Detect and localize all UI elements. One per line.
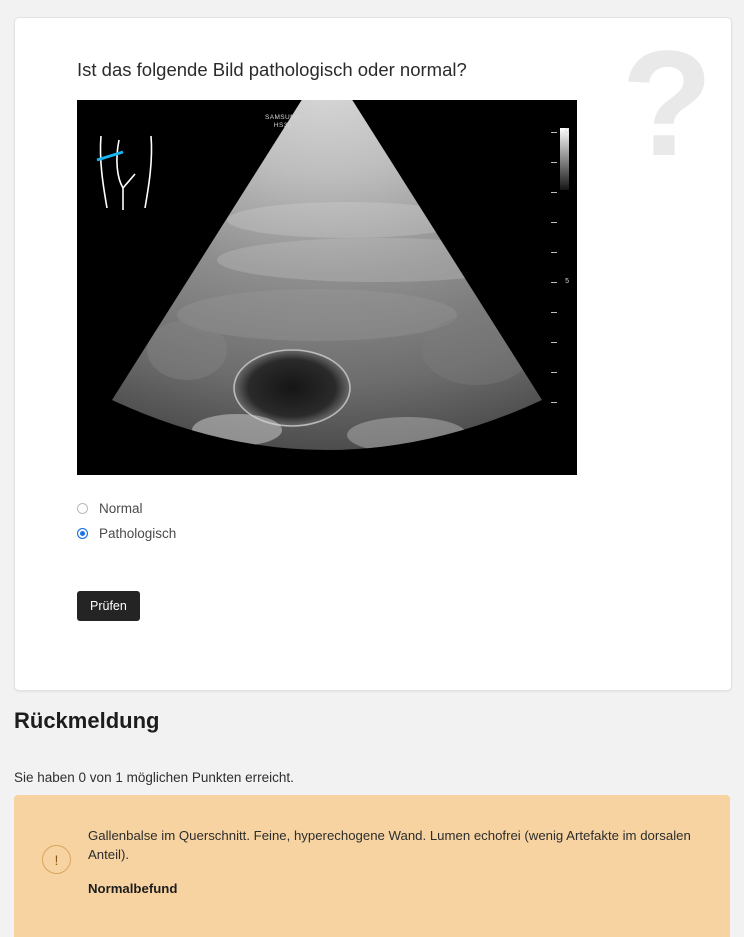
question-card bbox=[14, 17, 732, 691]
feedback-description: Gallenbalse im Querschnitt. Feine, hyperechogene Wand. Lumen echofrei (wenig Artefakte im dorsalen Anteil). bbox=[88, 828, 691, 862]
feedback-alert-body bbox=[88, 826, 708, 896]
ultrasound-device-label bbox=[265, 114, 301, 130]
question-text: Ist das folgende Bild pathologisch oder normal? bbox=[77, 59, 467, 80]
radio-pathologisch[interactable] bbox=[77, 528, 88, 539]
device-name: SAMSUNG bbox=[265, 114, 301, 121]
depth-scale bbox=[543, 130, 569, 430]
option-label-pathologisch: Pathologisch bbox=[99, 525, 177, 541]
depth-mark-5: 5 bbox=[565, 278, 569, 285]
score-text: Sie haben 0 von 1 möglichen Punkten erreicht. bbox=[14, 770, 294, 785]
body-marker-icon bbox=[89, 130, 169, 220]
question-card-content bbox=[15, 18, 731, 621]
feedback-conclusion: Normalbefund bbox=[88, 881, 178, 896]
feedback-title: Rückmeldung bbox=[14, 708, 160, 733]
option-pathologisch[interactable] bbox=[77, 522, 731, 544]
answer-options bbox=[77, 497, 731, 544]
device-model: HS30 bbox=[273, 122, 292, 129]
option-label-normal: Normal bbox=[99, 500, 143, 516]
exclamation-icon: ! bbox=[42, 845, 71, 874]
check-answer-button[interactable]: Prüfen bbox=[77, 591, 140, 621]
question-mark-icon: ? bbox=[621, 19, 713, 187]
depth-mark-0: 0 bbox=[565, 128, 569, 135]
ultrasound-image bbox=[77, 100, 577, 475]
radio-normal[interactable] bbox=[77, 503, 88, 514]
option-normal[interactable] bbox=[77, 497, 731, 519]
feedback-alert bbox=[14, 795, 730, 937]
